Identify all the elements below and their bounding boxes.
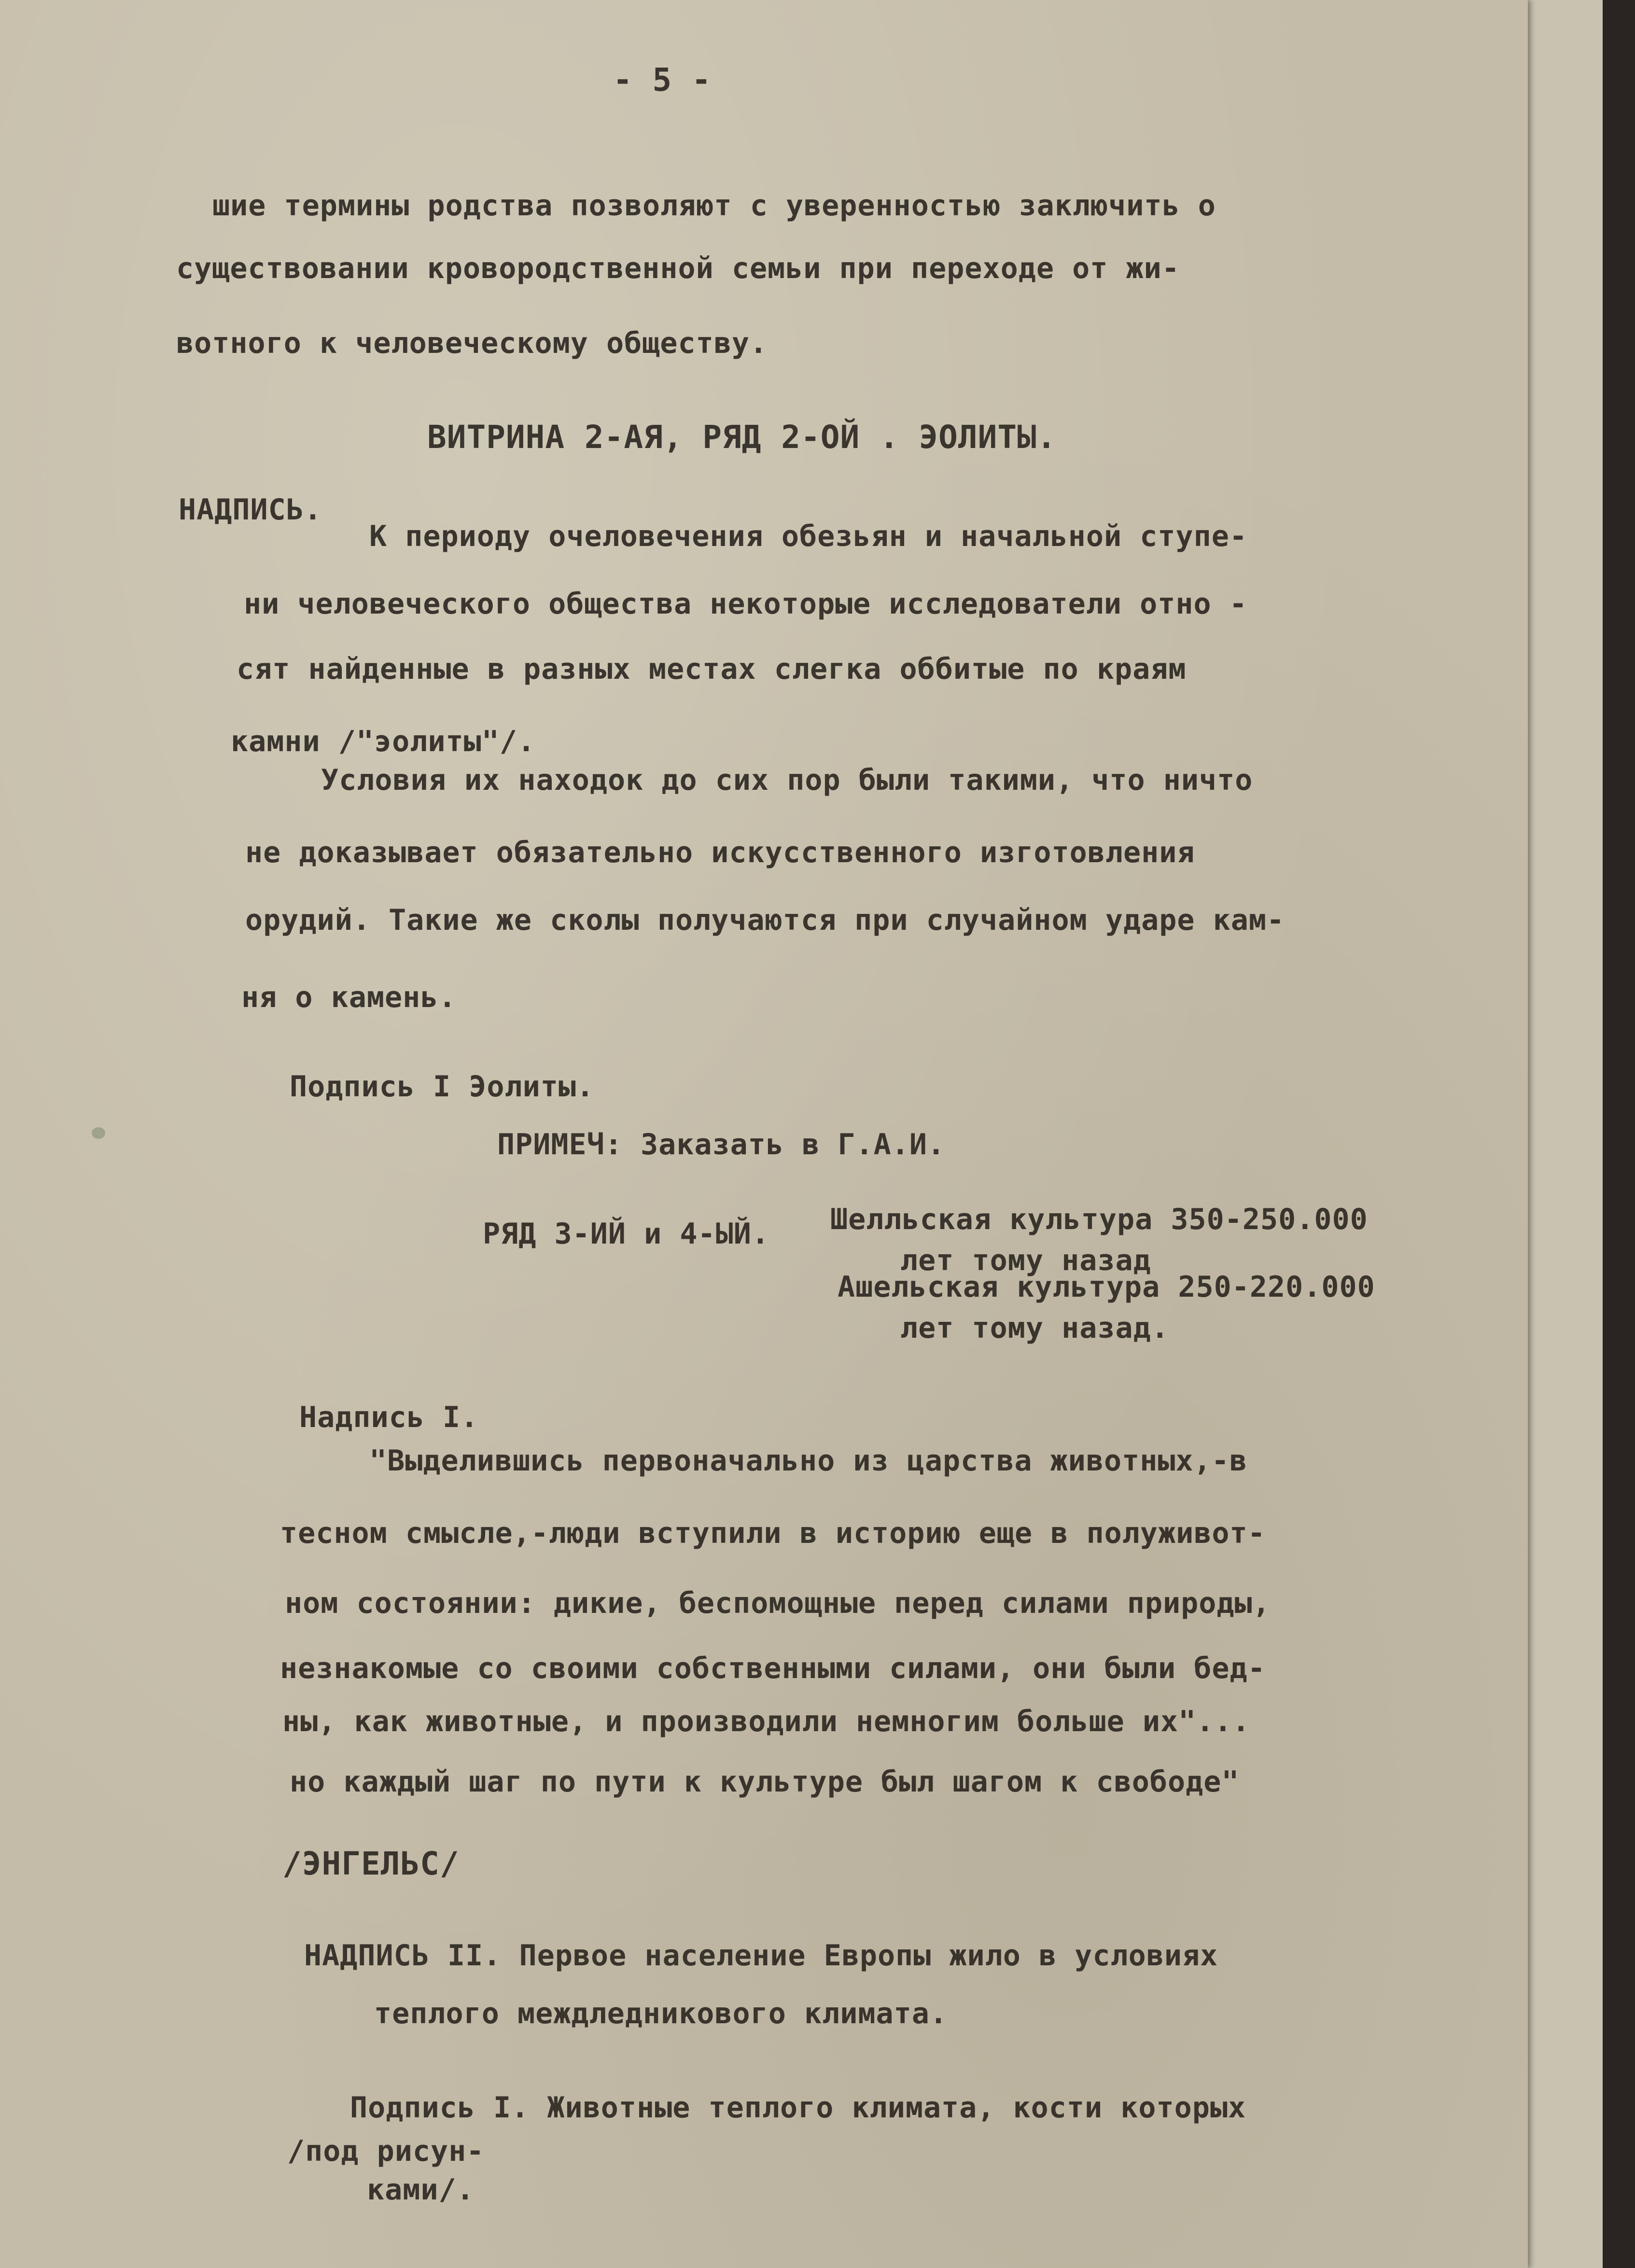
podpis-eolity: Подпись I Эолиты. [290, 1070, 595, 1104]
quote-line1: "Выделившись первоначально из царства животных,-в [369, 1444, 1248, 1478]
quote-line5: ны, как животные, и производили немногим больше их"... [282, 1705, 1250, 1738]
pod-risun: /под рисун- [287, 2134, 485, 2168]
para3-line3: орудий. Такие же сколы получаются при случайном ударе кам- [245, 903, 1285, 937]
quote-line3: ном состоянии: дикие, беспомощные перед силами природы, [285, 1586, 1271, 1620]
culture-shell-sub: лет тому назад [900, 1244, 1151, 1277]
para2-line3: сят найденные в разных местах слегка оббитые по краям [237, 652, 1187, 686]
nadpis1-label: Надпись I. [299, 1400, 479, 1434]
para2-line1: К периоду очеловечения обезьян и начальной ступе- [369, 519, 1248, 553]
para1-line1: шие термины родства позволяют с уверенностью заключить о [212, 189, 1216, 223]
primech-note: ПРИМЕЧ: Заказать в Г.А.И. [497, 1128, 946, 1162]
culture-ashel: Ашельская культура 250-220.000 [838, 1270, 1375, 1304]
section-heading: ВИТРИНА 2-АЯ, РЯД 2-ОЙ . ЭОЛИТЫ. [427, 419, 1057, 456]
quote-author: /ЭНГЕЛЬС/ [282, 1845, 460, 1882]
nadpis2-continuation: теплого междледникового климата. [374, 1997, 948, 2030]
para3-line2: не доказывает обязательно искусственного изготовления [245, 836, 1195, 869]
nadpis-label: НАДПИСЬ. [179, 493, 322, 527]
page-number: - 5 - [613, 61, 712, 98]
culture-shell: Шелльская культура 350-250.000 [830, 1203, 1368, 1236]
stain-spot [92, 1127, 105, 1139]
quote-line6: но каждый шаг по пути к культуре был шагом к свободе" [290, 1765, 1240, 1799]
para2-line2: ни человеческого общества некоторые исследователи отно - [244, 587, 1247, 621]
para2-line4: камни /"эолиты"/. [231, 725, 536, 758]
para3-line4: ня о камень. [241, 980, 457, 1014]
quote-line4: незнакомые со своими собственными силами, они были бед- [280, 1652, 1266, 1685]
culture-ashel-sub: лет тому назад. [900, 1311, 1169, 1345]
kami: ками/. [367, 2173, 475, 2207]
row-heading: РЯД 3-ИЙ и 4-ЫЙ. [483, 1217, 769, 1251]
quote-line2: тесном смысле,-люди вступили в историю еще в полуживот- [280, 1516, 1266, 1550]
podpis-animals: Подпись I. Животные теплого климата, кости которых [350, 2091, 1246, 2125]
para3-line1: Условия их находок до сих пор были такими, что ничто [321, 763, 1253, 797]
nadpis2: НАДПИСЬ II. Первое население Европы жило в условиях [304, 1939, 1218, 1973]
para1-line3: вотного к человеческому обществу. [176, 326, 768, 360]
para1-line2: существовании кровородственной семьи при переходе от жи- [176, 252, 1180, 285]
